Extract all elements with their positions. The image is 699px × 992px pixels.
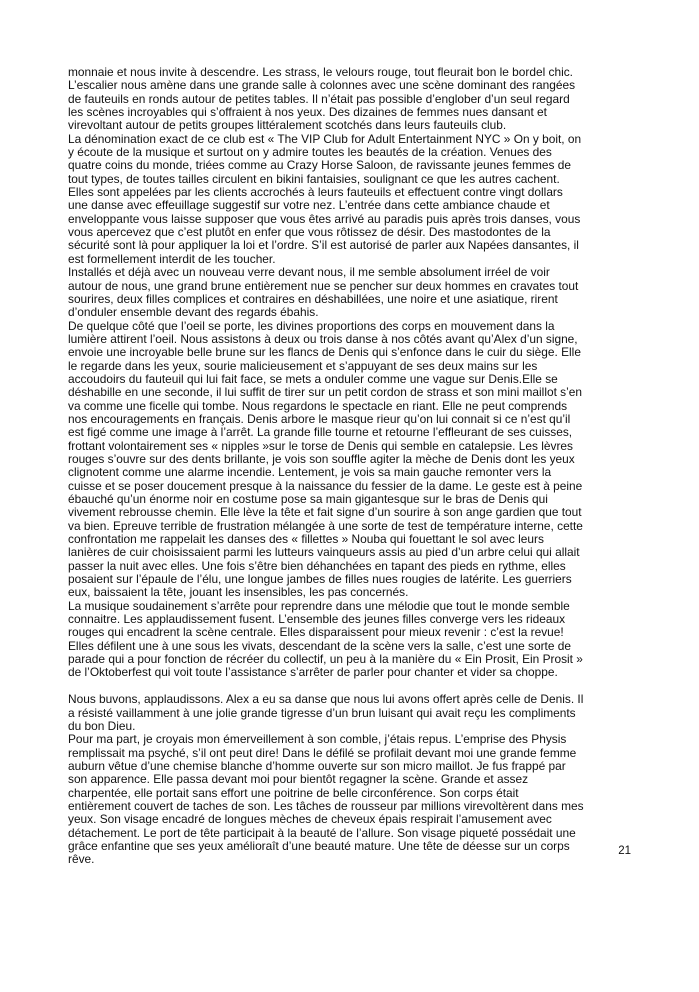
text-line: confrontation me rappelait les danses des « fillettes » Nouba qui fouettant le sol avec leurs: [68, 532, 544, 547]
text-line: connaitre. Les applaudissement fusent. L’ensemble des jeunes filles converge vers les rideaux: [68, 612, 566, 627]
text-line: y écoute de la musique et surtout on y admire toutes les beautés de la création. Venues des: [68, 145, 552, 160]
text-line: a résisté vaillamment à une jolie grande tigresse d’un brun luisant qui avait reçu les compliments: [68, 705, 576, 720]
text-line: de fauteuils en ronds autour de petites tables. Il n’était pas possible d’englober d’un seul regard: [68, 91, 570, 106]
text-line: virevoltant autour de petits groupes littéralement scotchés dans leurs fauteuils club.: [68, 118, 507, 133]
body-text: [68, 66, 642, 867]
text-line: lanières de cuir choisissaient parmi les lutteurs vainqueurs assis au pied d’un arbre celui qui allait: [68, 545, 580, 560]
text-line: les scènes incroyables qui s’offraient à nos yeux. Des dizaines de femmes nues dansant et: [68, 105, 547, 120]
page-number: 21: [618, 845, 631, 857]
text-line: Elles sont appelées par les clients accrochés à leurs fauteuils et effectuent contre vingt dollars: [68, 185, 563, 200]
text-line: vivement rebrousse chemin. Elle lève la tête et fait signe d’un sourire à son ange gardien que tout: [68, 505, 582, 520]
text-line: Nous buvons, applaudissons. Alex a eu sa danse que nous lui avons offert après celle de Denis. Il: [68, 692, 584, 707]
text-line: auburn vêtue d’une chemise blanche d’homme ouverte sur son micro maillot. Je fus frappé par: [68, 758, 566, 773]
text-line: frottant volontairement ses « nipples »sur le torse de Denis qui semble en catalepsie. Les lèvres: [68, 438, 573, 453]
text-line: son apparence. Elle passa devant moi pour bientôt regagner la scène. Grande et assez: [68, 772, 529, 787]
text-line: va comme une ficelle qui tombe. Nous regardons le spectacle en riant. Elle ne peut comprends: [68, 398, 568, 413]
text-line: [68, 680, 642, 693]
text-line: La dénomination exact de ce club est « The VIP Club for Adult Entertainment NYC » On y boit, on: [68, 131, 582, 146]
text-line: ébauché qu’un énorme noir en costume pose sa main gigantesque sur le bras de Denis qui: [68, 492, 548, 506]
text-line: L’escalier nous amène dans une grande salle à colonnes avec une scène dominant des rangées: [68, 78, 576, 93]
text-line: d’onduler ensemble devant des regards ébahis.: [68, 305, 319, 320]
text-line: déshabille en une seconde, il lui suffit de tirer sur un petit cordon de strass et son mini maillot s’en: [68, 385, 582, 400]
text-line: rêve.: [68, 852, 95, 867]
text-line: est formellement interdit de les toucher.: [68, 251, 276, 266]
text-line: remplissait ma psyché, s’il ont peut dire! Dans le défilé se profilait devant moi une grande femme: [68, 745, 577, 760]
text-line: La musique soudainement s’arrête pour reprendre dans une mélodie que tout le monde semble: [68, 598, 570, 613]
text-line: quatre coins du monde, triées comme au Crazy Horse Saloon, de ravissante jeunes femmes de: [68, 158, 571, 173]
text-line: tout types, de toutes tailles circulent en bikini fantaisies, soulignant ce que les autres cachent.: [68, 171, 560, 186]
text-line: autour de nous, une grand brune entièrement nue se pencher sur deux hommes en cravates tout: [68, 278, 579, 293]
text-line: sourires, deux filles complices et contraires en déshabillées, une noire et une asiatique, rirent: [68, 291, 558, 306]
text-line: rouges s’ouvre sur des dents brillante, je vois son souffle agiter la mèche de Denis dont les yeux: [68, 451, 575, 466]
text-line: Installés et déjà avec un nouveau verre devant nous, il me semble absolument irréel de voir: [68, 265, 550, 280]
text-line: rouges qui encadrent la scène centrale. Elles disparaissent pour mieux revenir : c’est la revue!: [68, 625, 564, 640]
text-line: monnaie et nous invite à descendre. Les strass, le velours rouge, tout fleurait bon le bordel chic.: [68, 65, 573, 79]
text-line: grâce enfantine que ses yeux amélioraît d’une beauté mature. Une tête de déesse sur un corps: [68, 838, 570, 853]
text-line: parade qui a pour fonction de récréer du collectif, un peu à la manière du « Ein Prosit, Ein Prosit »: [68, 652, 583, 667]
text-line: clignotent comme une alarme incendie. Lentement, je vois sa main gauche remonter vers la: [68, 465, 552, 480]
text-line: enveloppante vous laisse supposer que vous êtes arrivé au paradis puis après trois danses, vous: [68, 211, 581, 226]
text-line: posaient sur l’épaule de l’élu, une longue jambes de filles nues rougies de latérite. Les guerriers: [68, 572, 572, 587]
text-line: envoie une incroyable belle brune sur les flancs de Denis qui s’enfonce dans le cuir du siège. Elle: [68, 345, 581, 360]
text-line: nos encouragements en français. Denis arbore le masque rieur qu’on lui connait si ce n’est qu’il: [68, 411, 571, 426]
text-line: vous apercevez que c’est plutôt en enfer que vous rôtissez de désir. Des mastodontes de la: [68, 225, 551, 240]
text-line: charpentée, elle portait sans effort une poitrine de belle circonférence. Son corps était: [68, 785, 519, 800]
text-line: du bon Dieu.: [68, 718, 136, 733]
text-line: une danse avec effeuillage suggestif sur votre nez. L’entrée dans cette ambiance chaude et: [68, 198, 550, 213]
text-line: détachement. Le port de tête participait à la beauté de l’allure. Son visage piqueté possédait une: [68, 825, 576, 840]
text-line: accoudoirs du fauteuil qui lui fait face, se mets a onduler comme une vague sur Denis.Elle se: [68, 371, 558, 386]
text-line: entièrement couvert de taches de son. Les tâches de rousseur par millions virevoltèrent dans mes: [68, 798, 584, 813]
text-line: passer la nuit avec elles. Une fois s’être bien déhanchées en tapant des pieds en rythme, elles: [68, 558, 566, 573]
text-line: est figé comme une image à l’arrêt. La grande fille tourne et retourne l’effleurant de ses cuisses,: [68, 425, 573, 440]
text-line: Pour ma part, je croyais mon émerveillement à son comble, j’étais repus. L’emprise des Physis: [68, 732, 567, 747]
text-line: le regarde dans les yeux, sourie malicieusement et s’appuyant de ses deux mains sur les: [68, 358, 538, 373]
text-line: eux, baissaient la tête, jouant les insensibles, les pas concernés.: [68, 585, 409, 600]
text-line: cuisse et se poser doucement presque à la naissance du fessier de la dame. Le geste est à peine: [68, 478, 583, 493]
text-line: lumière attirent l’oeil. Nous assistons à deux ou trois danse à nos côtés avant qu’Alex d’un signe,: [68, 331, 578, 346]
text-line: yeux. Son visage encadré de longues mèches de cheveux épais respirait l’amusement avec: [68, 812, 552, 827]
text-line: Elles défilent une à une sous les vivats, descendant de la scène vers la salle, c’est une sorte de: [68, 638, 572, 653]
text-line: de l’Oktoberfest qui voit toute l’assistance s’arrêter de parler pour chanter et vider sa choppe.: [68, 665, 558, 680]
text-line: va bien. Epreuve terrible de frustration mélangée à une sorte de test de température interne, cette: [68, 518, 583, 533]
text-line: sécurité sont là pour appliquer la loi et l’ordre. S’il est autorisé de parler aux Napées dansantes, il: [68, 238, 579, 253]
text-line: De quelque côté que l’oeil se porte, les divines proportions des corps en mouvement dans la: [68, 318, 555, 333]
